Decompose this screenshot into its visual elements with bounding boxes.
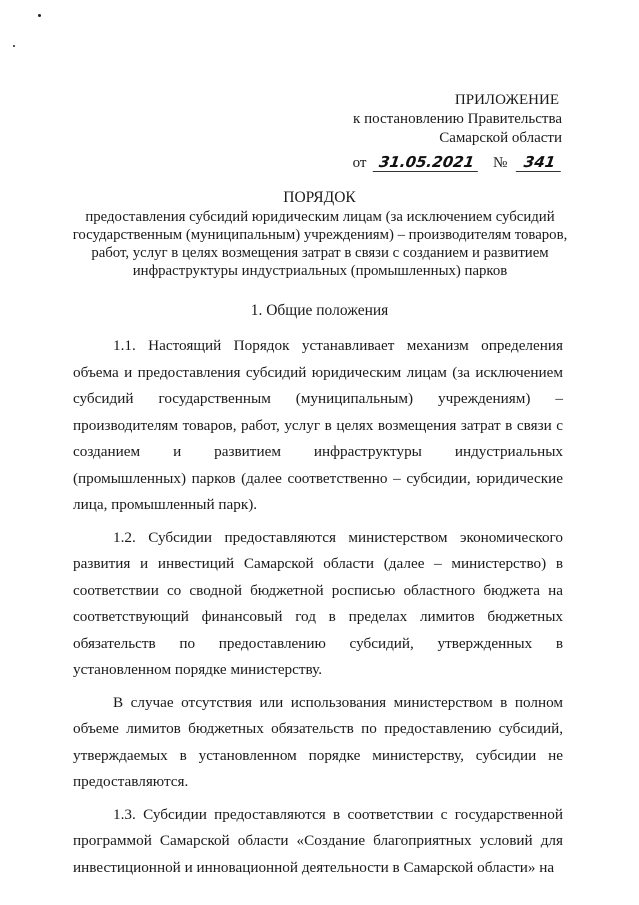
appendix-title: ПРИЛОЖЕНИЕ — [454, 92, 559, 108]
section-body — [73, 333, 563, 881]
appendix-block — [353, 91, 562, 173]
paragraph-1-2: 1.2. Субсидии предоставляются министерством экономического развития и инвестиций Самарской области (далее – министерство) в соответствии со сводной бюджетной росписью областного бюджета на соответствующий финансовый год в пределах лимитов бюджетных обязательств по предоставлению субсидий, утвержденных в установленном порядке министерству. — [73, 528, 563, 678]
paragraph-1-3: 1.3. Субсидии предоставляются в соответствии с государственной программой Самарской области «Создание благоприятных условий для инвестиционной и инновационной деятельности в Самарской области» на — [73, 805, 563, 876]
scan-speck — [38, 14, 41, 17]
section-heading: 1. Общие положения — [250, 302, 389, 319]
document-title: ПОРЯДОК — [283, 189, 356, 206]
paragraph-1-1: 1.1. Настоящий Порядок устанавливает механизм определения объема и предоставления субсидий юридическим лицам (за исключением субсидий государственным (муниципальным) учреждениям) – производителям товаров, работ, услуг в целях возмещения затрат в связи с созданием и развитием инфраструктуры индустриальных (промышленных) парков (далее соответственно – субсидии, юридические лица, промышленный парк). — [73, 337, 563, 513]
appendix-line-resolution: к постановлению Правительства — [353, 111, 562, 127]
date-prefix: от — [352, 155, 367, 171]
appendix-line-region: Самарской области — [439, 130, 562, 146]
handwritten-date: 31.05.2021 — [373, 154, 481, 172]
paragraph-limits: В случае отсутствия или использования министерством в полном объеме лимитов бюджетных обязательств по предоставлению субсидий, утверждаемых в установленном порядке министерству, субсидии не предоставляются. — [73, 693, 563, 790]
scan-speck — [13, 45, 15, 47]
appendix-date-number-row — [353, 154, 562, 173]
document-subtitle: предоставления субсидий юридическим лицам (за исключением субсидий государственным (муниципальным) учреждениям) – производителям товаров, работ, услуг в целях возмещения затрат в связи с созданием и развитием инфраструктуры индустриальных (промышленных) парков — [72, 209, 568, 279]
number-prefix: № — [492, 155, 508, 171]
handwritten-number: 341 — [516, 154, 564, 172]
